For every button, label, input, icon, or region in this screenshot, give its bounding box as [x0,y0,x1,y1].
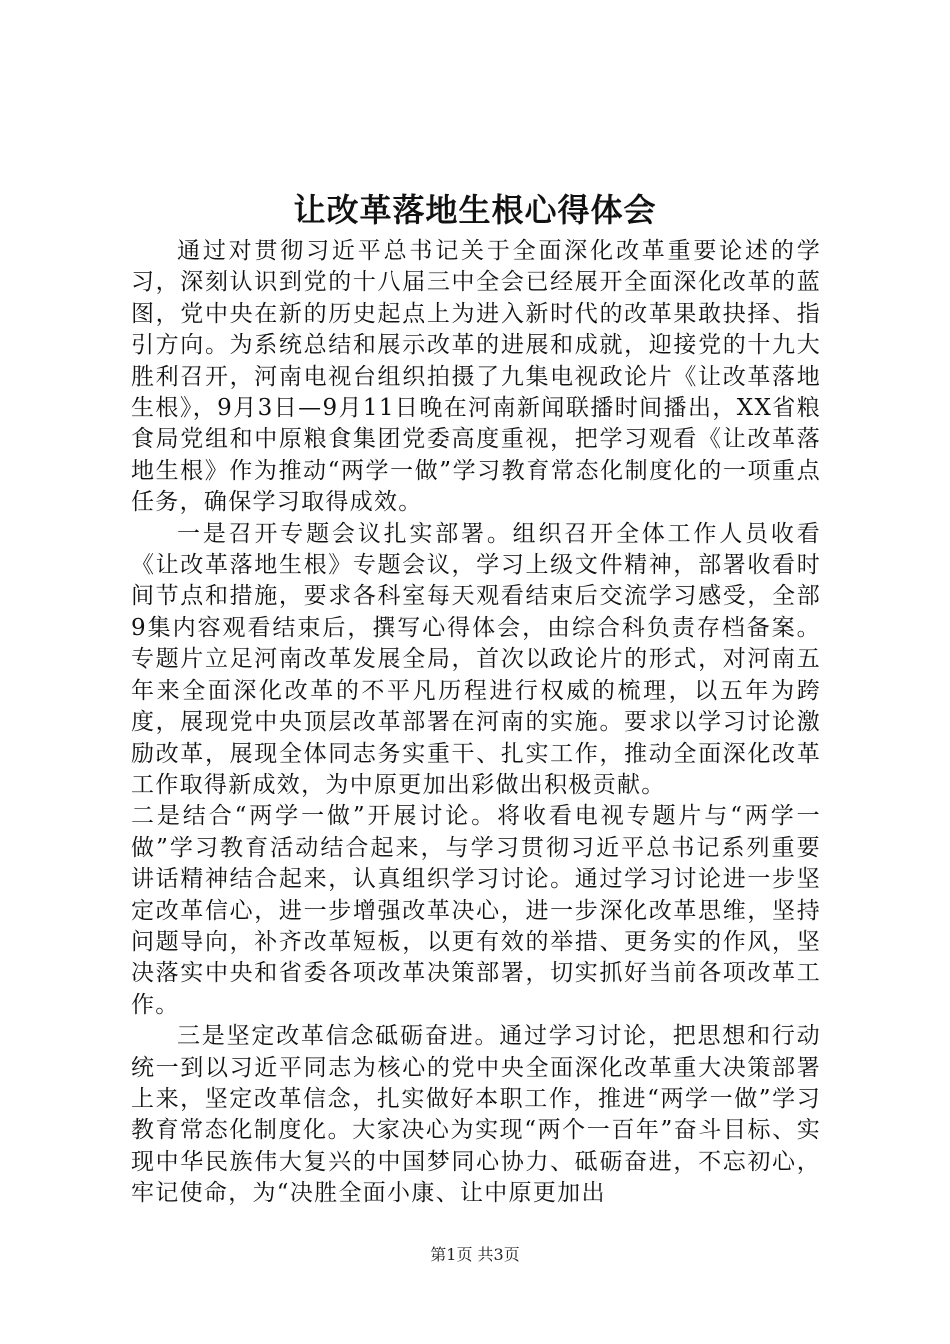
paragraph-point-one: 一是召开专题会议扎实部署。组织召开全体工作人员收看《让改革落地生根》专题会议，学习上级文件精神，部署收看时间节点和措施，要求各科室每天观看结束后交流学习感受，全部9集内容观看结束后，撰写心得体会，由综合科负责存档备案。专题片立足河南改革发展全局，首次以政论片的形式，对河南五年来全面深化改革的不平凡历程进行权威的梳理，以五年为跨度，展现党中央顶层改革部署在河南的实施。要求以学习讨论激励改革，展现全体同志务实重干、扎实工作，推动全面深化改革工作取得新成效，为中原更加出彩做出积极贡献。 [131,520,821,798]
paragraph-point-two: 二是结合“两学一做”开展讨论。将收看电视专题片与“两学一做”学习教育活动结合起来，与学习贯彻习近平总书记系列重要讲话精神结合起来，认真组织学习讨论。通过学习讨论进一步坚定改革信心，进一步增强改革决心，进一步深化改革思维，坚持问题导向，补齐改革短板，以更有效的举措、更务实的作风，坚决落实中央和省委各项改革决策部署，切实抓好当前各项改革工作。 [131,803,821,1018]
paragraph-point-three: 三是坚定改革信念砥砺奋进。通过学习讨论，把思想和行动统一到以习近平同志为核心的党中央全面深化改革重大决策部署上来，坚定改革信念，扎实做好本职工作，推进“两学一做”学习教育常态化制度化。大家决心为实现“两个一百年”奋斗目标、实现中华民族伟大复兴的中国梦同心协力、砥砺奋进，不忘初心，牢记使命，为“决胜全面小康、让中原更加出 [131,1023,821,1207]
page-number-footer: 第1页 共3页 [430,1245,520,1264]
document-body [131,236,821,1210]
paragraph-intro: 通过对贯彻习近平总书记关于全面深化改革重要论述的学习，深刻认识到党的十八届三中全会已经展开全面深化改革的蓝图，党中央在新的历史起点上为进入新时代的改革果敢抉择、指引方向。为系统总结和展示改革的进展和成就，迎接党的十九大胜利召开，河南电视台组织拍摄了九集电视政论片《让改革落地生根》，9月3日—9月11日晚在河南新闻联播时间播出，XX省粮食局党组和中原粮食集团党委高度重视，把学习观看《让改革落地生根》作为推动“两学一做”学习教育常态化制度化的一项重点任务，确保学习取得成效。 [131,238,821,516]
document-title: 让改革落地生根心得体会 [293,191,657,229]
